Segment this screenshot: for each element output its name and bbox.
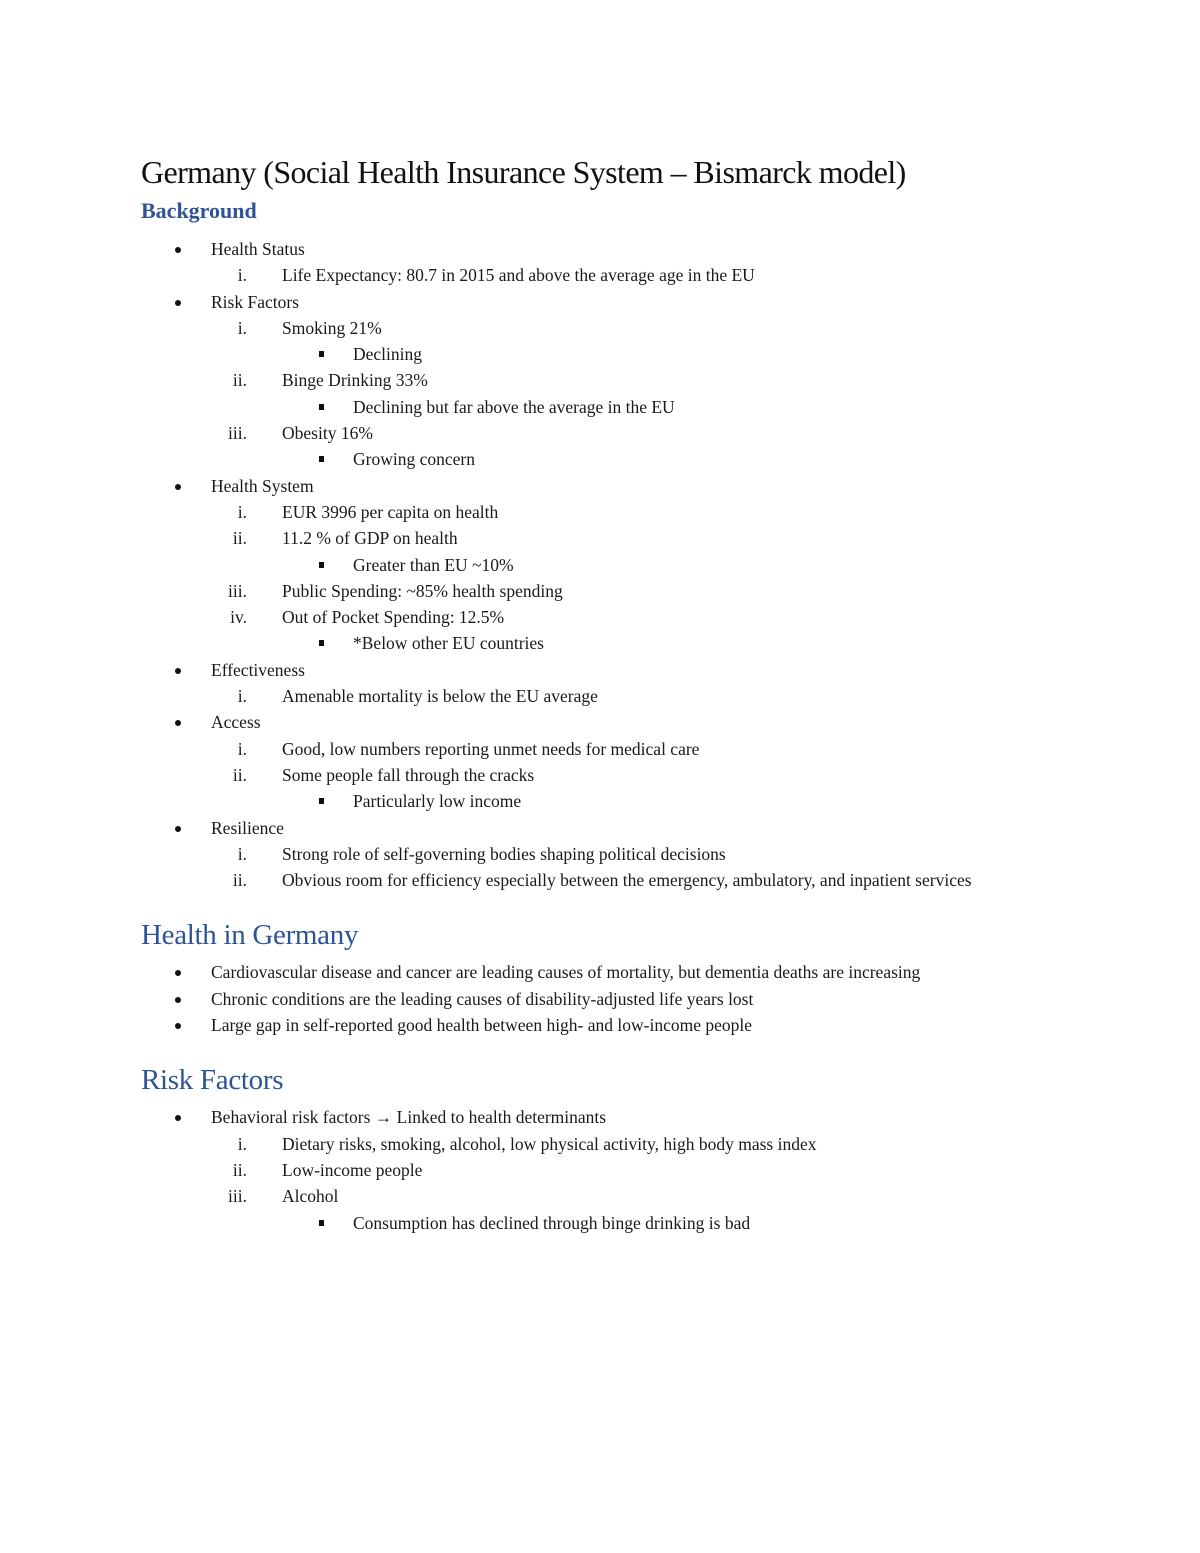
numbered-row <box>141 1131 1101 1157</box>
list-item-text: Cardiovascular disease and cancer are leading causes of mortality, but dementia deaths are increasing <box>211 962 921 983</box>
numbered-item-text: Out of Pocket Spending: 12.5% <box>282 607 505 628</box>
numbered-row <box>141 736 1101 762</box>
numbered-row <box>141 762 1101 788</box>
numbered-item-text: 11.2 % of GDP on health <box>282 528 458 549</box>
health-in-germany-heading: Health in Germany <box>141 919 359 952</box>
numbered-row <box>141 841 1101 867</box>
bullet-icon <box>175 997 181 1003</box>
bullet-row <box>141 1012 1101 1038</box>
numbered-row <box>141 420 1101 446</box>
list-item <box>141 473 1101 657</box>
numbered-item <box>141 525 1101 578</box>
list-item-text: Access <box>211 712 261 733</box>
roman-numeral: ii. <box>232 1159 247 1180</box>
sub-row <box>141 394 1101 420</box>
numbered-item-text: Obesity 16% <box>282 423 373 444</box>
list-item <box>141 1012 1101 1038</box>
sub-item <box>141 1210 1101 1236</box>
sub-item <box>141 788 1101 814</box>
list-item <box>141 289 1101 473</box>
bullet-icon <box>175 484 181 490</box>
bullet-row <box>141 959 1101 985</box>
sub-item-text: *Below other EU countries <box>353 633 544 654</box>
numbered-item-text: Amenable mortality is below the EU average <box>282 686 598 707</box>
numbered-item <box>141 578 1101 604</box>
sub-item <box>141 394 1101 420</box>
risk-factors-heading: Risk Factors <box>141 1064 284 1097</box>
square-bullet-icon <box>319 562 324 568</box>
document-page <box>141 150 1101 1236</box>
square-bullet-icon <box>319 1220 324 1226</box>
roman-numeral: ii. <box>232 764 247 785</box>
list-item-text: Resilience <box>211 817 284 838</box>
background-heading: Background <box>141 198 257 223</box>
numbered-item <box>141 1131 1101 1157</box>
sub-item <box>141 446 1101 472</box>
square-bullet-icon <box>319 640 324 646</box>
bullet-row <box>141 289 1101 315</box>
roman-numeral: i. <box>237 265 247 286</box>
sub-list <box>141 341 1101 367</box>
list-item <box>141 959 1101 985</box>
list-item <box>141 986 1101 1012</box>
sub-item-text: Consumption has declined through binge drinking is bad <box>353 1212 751 1233</box>
sub-list <box>141 630 1101 656</box>
list-item-text: Behavioral risk factors → Linked to health determinants <box>211 1107 607 1128</box>
roman-numeral: iii. <box>228 580 247 601</box>
numbered-row <box>141 683 1101 709</box>
background-list <box>141 236 1101 893</box>
numbered-item-text: Public Spending: ~85% health spending <box>282 580 563 601</box>
bullet-row <box>141 815 1101 841</box>
numbered-list <box>141 736 1101 815</box>
sub-row <box>141 341 1101 367</box>
sub-row <box>141 630 1101 656</box>
roman-numeral: i. <box>237 1133 247 1154</box>
bullet-icon <box>175 1023 181 1029</box>
sub-row <box>141 552 1101 578</box>
sub-row <box>141 788 1101 814</box>
roman-numeral: i. <box>237 501 247 522</box>
list-item <box>141 709 1101 814</box>
numbered-item-text: Alcohol <box>282 1186 339 1207</box>
numbered-item-text: Dietary risks, smoking, alcohol, low physical activity, high body mass index <box>282 1133 817 1154</box>
numbered-item <box>141 1157 1101 1183</box>
bullet-icon <box>175 247 181 253</box>
list-item <box>141 236 1101 289</box>
square-bullet-icon <box>319 351 324 357</box>
numbered-item-text: Binge Drinking 33% <box>282 370 428 391</box>
numbered-item <box>141 315 1101 368</box>
roman-numeral: ii. <box>232 870 247 891</box>
numbered-item <box>141 367 1101 420</box>
list-item <box>141 657 1101 710</box>
numbered-row <box>141 1183 1101 1209</box>
bullet-icon <box>175 826 181 832</box>
numbered-item <box>141 736 1101 762</box>
bullet-icon <box>175 300 181 306</box>
sub-row <box>141 446 1101 472</box>
numbered-item <box>141 867 1101 893</box>
sub-item-text: Greater than EU ~10% <box>353 554 514 575</box>
sub-item <box>141 630 1101 656</box>
numbered-row <box>141 867 1101 893</box>
sub-list <box>141 1210 1101 1236</box>
bullet-icon <box>175 970 181 976</box>
sub-item-text: Growing concern <box>353 449 475 470</box>
bullet-icon <box>175 668 181 674</box>
list-item-text: Health Status <box>211 239 305 259</box>
square-bullet-icon <box>319 798 324 804</box>
square-bullet-icon <box>319 404 324 410</box>
numbered-item-text: Obvious room for efficiency especially between the emergency, ambulatory, and inpatient services <box>282 870 972 891</box>
numbered-row <box>141 367 1101 393</box>
sub-list <box>141 446 1101 472</box>
numbered-item <box>141 420 1101 473</box>
bullet-row <box>141 236 1101 262</box>
numbered-item <box>141 499 1101 525</box>
numbered-list <box>141 1131 1101 1236</box>
numbered-item-text: Life Expectancy: 80.7 in 2015 and above the average age in the EU <box>282 265 755 286</box>
bullet-row <box>141 473 1101 499</box>
numbered-item-text: Low-income people <box>282 1159 423 1180</box>
sub-item <box>141 552 1101 578</box>
numbered-list <box>141 262 1101 288</box>
numbered-item <box>141 1183 1101 1236</box>
numbered-item-text: Good, low numbers reporting unmet needs for medical care <box>282 738 700 759</box>
roman-numeral: i. <box>237 317 247 338</box>
numbered-row <box>141 604 1101 630</box>
list-item <box>141 1104 1101 1235</box>
numbered-item <box>141 604 1101 657</box>
numbered-item <box>141 841 1101 867</box>
list-item-text: Risk Factors <box>211 291 299 312</box>
roman-numeral: ii. <box>232 370 247 391</box>
sub-list <box>141 394 1101 420</box>
numbered-list <box>141 499 1101 657</box>
numbered-item <box>141 683 1101 709</box>
list-item-text: Large gap in self-reported good health between high- and low-income people <box>211 1015 753 1036</box>
roman-numeral: iii. <box>228 423 247 444</box>
roman-numeral: iii. <box>228 1186 247 1207</box>
numbered-row <box>141 525 1101 551</box>
numbered-item-text: Some people fall through the cracks <box>282 764 535 785</box>
bullet-row <box>141 986 1101 1012</box>
sub-item <box>141 341 1101 367</box>
numbered-row <box>141 1157 1101 1183</box>
roman-numeral: ii. <box>232 528 247 549</box>
bullet-icon <box>175 1115 181 1121</box>
roman-numeral: i. <box>237 738 247 759</box>
numbered-row <box>141 262 1101 288</box>
numbered-row <box>141 578 1101 604</box>
list-item-text: Health System <box>211 475 314 496</box>
numbered-item <box>141 262 1101 288</box>
sub-item-text: Declining <box>353 344 423 365</box>
numbered-row <box>141 315 1101 341</box>
square-bullet-icon <box>319 456 324 462</box>
sub-item-text: Declining but far above the average in the EU <box>353 396 675 417</box>
numbered-list <box>141 841 1101 894</box>
roman-numeral: iv. <box>230 607 247 628</box>
list-item <box>141 815 1101 894</box>
sub-item-text: Particularly low income <box>353 791 522 812</box>
bullet-icon <box>175 720 181 726</box>
sub-row <box>141 1210 1101 1236</box>
bullet-row <box>141 1104 1101 1130</box>
numbered-item-text: Strong role of self-governing bodies shaping political decisions <box>282 843 726 864</box>
sub-list <box>141 788 1101 814</box>
numbered-item-text: EUR 3996 per capita on health <box>282 501 499 522</box>
numbered-row <box>141 499 1101 525</box>
bullet-row <box>141 657 1101 683</box>
sub-list <box>141 552 1101 578</box>
numbered-item <box>141 762 1101 815</box>
health-list <box>141 959 1101 1038</box>
numbered-item-text: Smoking 21% <box>282 317 382 338</box>
list-item-text: Chronic conditions are the leading causes of disability-adjusted life years lost <box>211 988 754 1009</box>
roman-numeral: i. <box>237 843 247 864</box>
risk-factors-list <box>141 1104 1101 1235</box>
roman-numeral: i. <box>237 686 247 707</box>
numbered-list <box>141 315 1101 473</box>
document-title: Germany (Social Health Insurance System – Bismarck model) <box>141 154 906 190</box>
bullet-row <box>141 709 1101 735</box>
numbered-list <box>141 683 1101 709</box>
list-item-text: Effectiveness <box>211 659 305 680</box>
